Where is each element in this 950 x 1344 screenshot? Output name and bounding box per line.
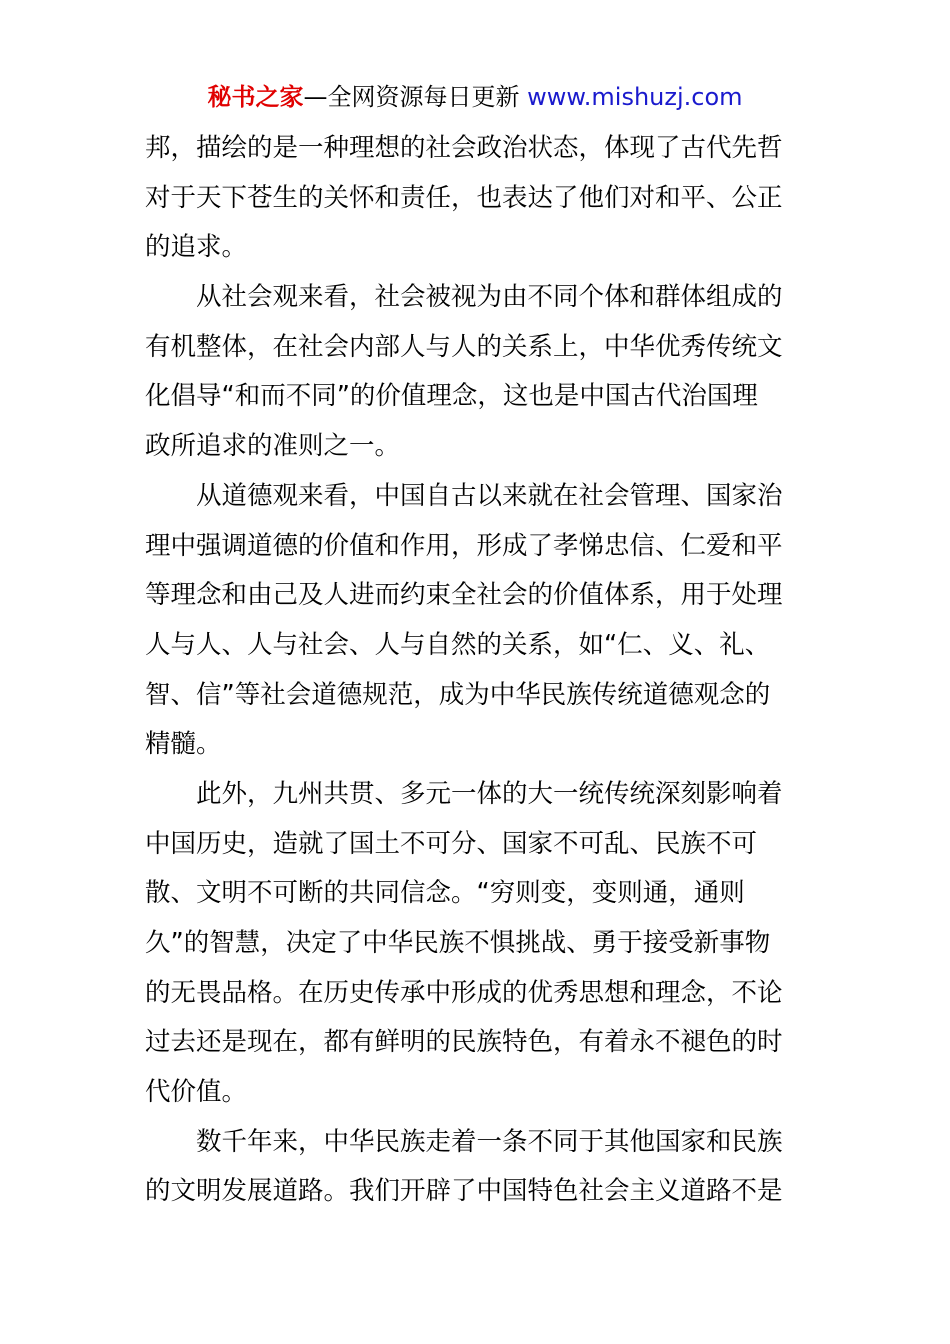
text-line: 对于天下苍生的关怀和责任，也表达了他们对和平、公正 (145, 182, 783, 213)
text-line: 从社会观来看，社会被视为由不同个体和群体组成的 (196, 282, 783, 313)
text-line: 散、文明不可断的共同信念。“穷则变，变则通，通则 (145, 878, 745, 909)
page-header (0, 80, 950, 114)
site-url-link[interactable]: www.mishuzj.com (527, 83, 743, 111)
text-line: 化倡导“和而不同”的价值理念，这也是中国古代治国理 (145, 381, 758, 412)
brand-name: 秘书之家 (207, 83, 304, 111)
text-line: 政所追求的准则之一。 (145, 431, 401, 462)
text-line: 久”的智慧，决定了中华民族不惧挑战、勇于接受新事物 (145, 928, 771, 958)
text-line: 智、信”等社会道德规范，成为中华民族传统道德观念的 (145, 679, 771, 710)
text-line: 人与人、人与社会、人与自然的关系，如“仁、义、礼、 (145, 629, 771, 660)
text-line: 精髓。 (145, 729, 222, 760)
text-line: 数千年来，中华民族走着一条不同于其他国家和民族 (196, 1126, 783, 1157)
text-line: 从道德观来看，中国自古以来就在社会管理、国家治 (196, 480, 783, 511)
document-body (145, 124, 807, 1217)
text-line: 邦，描绘的是一种理想的社会政治状态，体现了古代先哲 (145, 133, 783, 163)
text-line: 代价值。 (145, 1077, 248, 1108)
text-line: 等理念和由己及人进而约束全社会的价值体系，用于处理 (145, 580, 783, 611)
text-line: 有机整体，在社会内部人与人的关系上，中华优秀传统文 (145, 331, 783, 362)
text-line: 此外，九州共贯、多元一体的大一统传统深刻影响着 (196, 778, 783, 809)
header-slogan: —全网资源每日更新 (303, 83, 528, 111)
text-line: 的文明发展道路。我们开辟了中国特色社会主义道路不是 (145, 1176, 783, 1207)
text-line: 的追求。 (145, 232, 248, 263)
text-line: 过去还是现在，都有鲜明的民族特色，有着永不褪色的时 (145, 1027, 783, 1058)
text-line: 理中强调道德的价值和作用，形成了孝悌忠信、仁爱和平 (145, 530, 783, 561)
text-line: 中国历史，造就了国土不可分、国家不可乱、民族不可 (145, 828, 758, 859)
text-line: 的无畏品格。在历史传承中形成的优秀思想和理念，不论 (145, 977, 783, 1008)
